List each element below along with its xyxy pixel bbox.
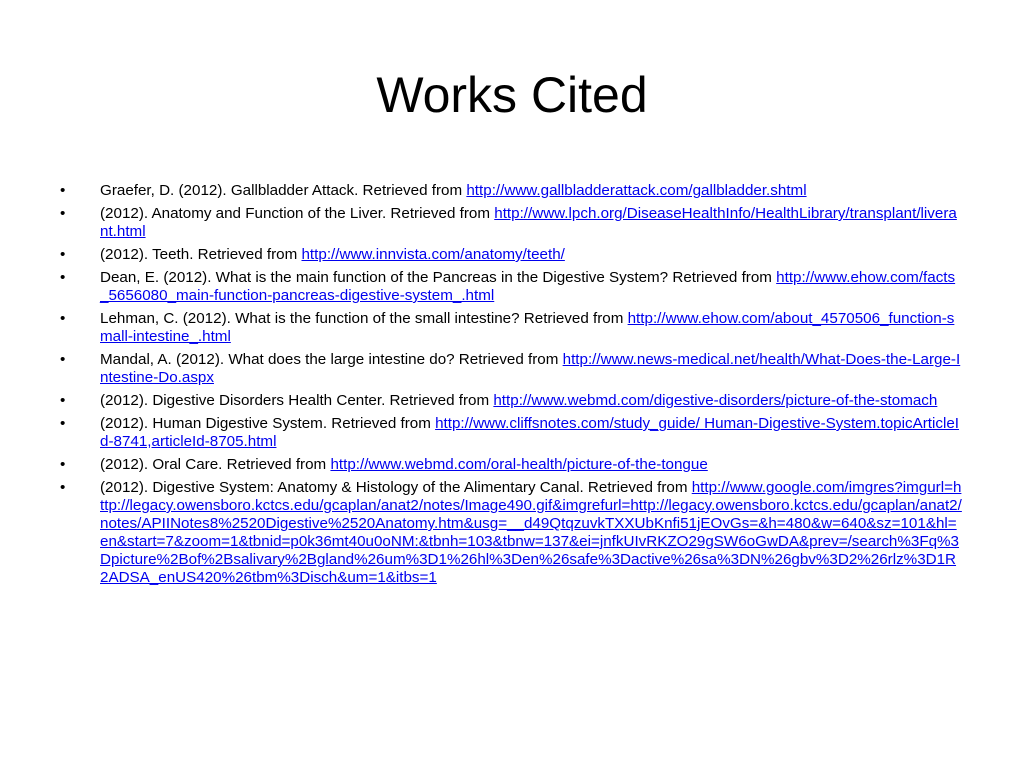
reference-link[interactable]: http://www.news-medical.net/health/What-Does-the-Large-Intestine-Do.aspx: [100, 351, 961, 386]
reference-link[interactable]: http://www.webmd.com/digestive-disorders/picture-of-the-stomach: [493, 392, 938, 409]
reference-text: Mandal, A. (2012). What does the large intestine do? Retrieved from: [100, 351, 563, 368]
reference-text: Lehman, C. (2012). What is the function of the small intestine? Retrieved from: [100, 310, 628, 327]
reference-link[interactable]: http://www.lpch.org/DiseaseHealthInfo/HealthLibrary/transplant/liverant.html: [100, 205, 957, 240]
reference-item: [58, 182, 962, 200]
reference-item: [58, 269, 962, 305]
slide-title: Works Cited: [376, 67, 648, 123]
bullet: •: [60, 310, 66, 327]
bullet: •: [60, 205, 66, 222]
reference-text: (2012). Human Digestive System. Retrieved from: [100, 415, 436, 432]
reference-link[interactable]: http://www.innvista.com/anatomy/teeth/: [301, 246, 565, 263]
reference-item: [58, 415, 962, 451]
reference-link[interactable]: http://www.ehow.com/about_4570506_function-small-intestine_.html: [100, 310, 955, 345]
bullet: •: [60, 456, 66, 473]
reference-item: [58, 456, 962, 474]
reference-text: (2012). Teeth. Retrieved from: [100, 246, 302, 263]
bullet: •: [60, 479, 66, 496]
reference-link[interactable]: http://www.cliffsnotes.com/study_guide/ Human-Digestive-System.topicArticleId-8741,articleId-8705.html: [100, 415, 959, 450]
reference-item: [58, 246, 962, 264]
reference-link[interactable]: http://www.ehow.com/facts_5656080_main-function-pancreas-digestive-system_.html: [100, 269, 956, 304]
bullet: •: [60, 269, 66, 286]
reference-link[interactable]: http://www.gallbladderattack.com/gallbladder.shtml: [466, 182, 807, 199]
bullet: •: [60, 351, 66, 368]
reference-item: [58, 351, 962, 387]
reference-item: [58, 205, 962, 241]
references-list: [58, 182, 962, 592]
reference-text: (2012). Digestive Disorders Health Center. Retrieved from: [100, 392, 494, 409]
reference-item: [58, 310, 962, 346]
reference-text: (2012). Anatomy and Function of the Liver. Retrieved from: [100, 205, 495, 222]
reference-text: (2012). Oral Care. Retrieved from: [100, 456, 331, 473]
bullet: •: [60, 392, 66, 409]
bullet: •: [60, 415, 66, 432]
reference-text: Dean, E. (2012). What is the main function of the Pancreas in the Digestive System? Retrieved from: [100, 269, 777, 286]
reference-link[interactable]: http://www.webmd.com/oral-health/picture-of-the-tongue: [330, 456, 708, 473]
reference-text: Graefer, D. (2012). Gallbladder Attack. Retrieved from: [100, 182, 467, 199]
reference-item: [58, 479, 962, 587]
bullet: •: [60, 246, 66, 263]
reference-text: (2012). Digestive System: Anatomy & Histology of the Alimentary Canal. Retrieved from: [100, 479, 692, 496]
reference-link[interactable]: http://www.google.com/imgres?imgurl=http://legacy.owensboro.kctcs.edu/gcaplan/anat2/notes/Image490.gif&imgrefurl=http://legacy.owensboro.kctcs.edu/gcaplan/anat2/notes/APIINotes8%2520Digestive%2520Anatomy.htm&usg=__d49QtqzuvkTXXUbKnfi51jEOvGs=&h=480&w=640&sz=101&hl=en&start=7&zoom=1&tbnid=p0k36mt40u0oNM:&tbnh=103&tbnw=137&ei=jnfkUIvRKZO29gSW6oGwDA&prev=/search%3Fq%3Dpicture%2Bof%2Bsalivary%2Bgland%26um%3D1%26hl%3Den%26safe%3Dactive%26sa%3DN%26gbv%3D2%26rlz%3D1R2ADSA_enUS420%26tbm%3Disch&um=1&itbs=1: [100, 479, 962, 586]
reference-item: [58, 392, 962, 410]
bullet: •: [60, 182, 66, 199]
